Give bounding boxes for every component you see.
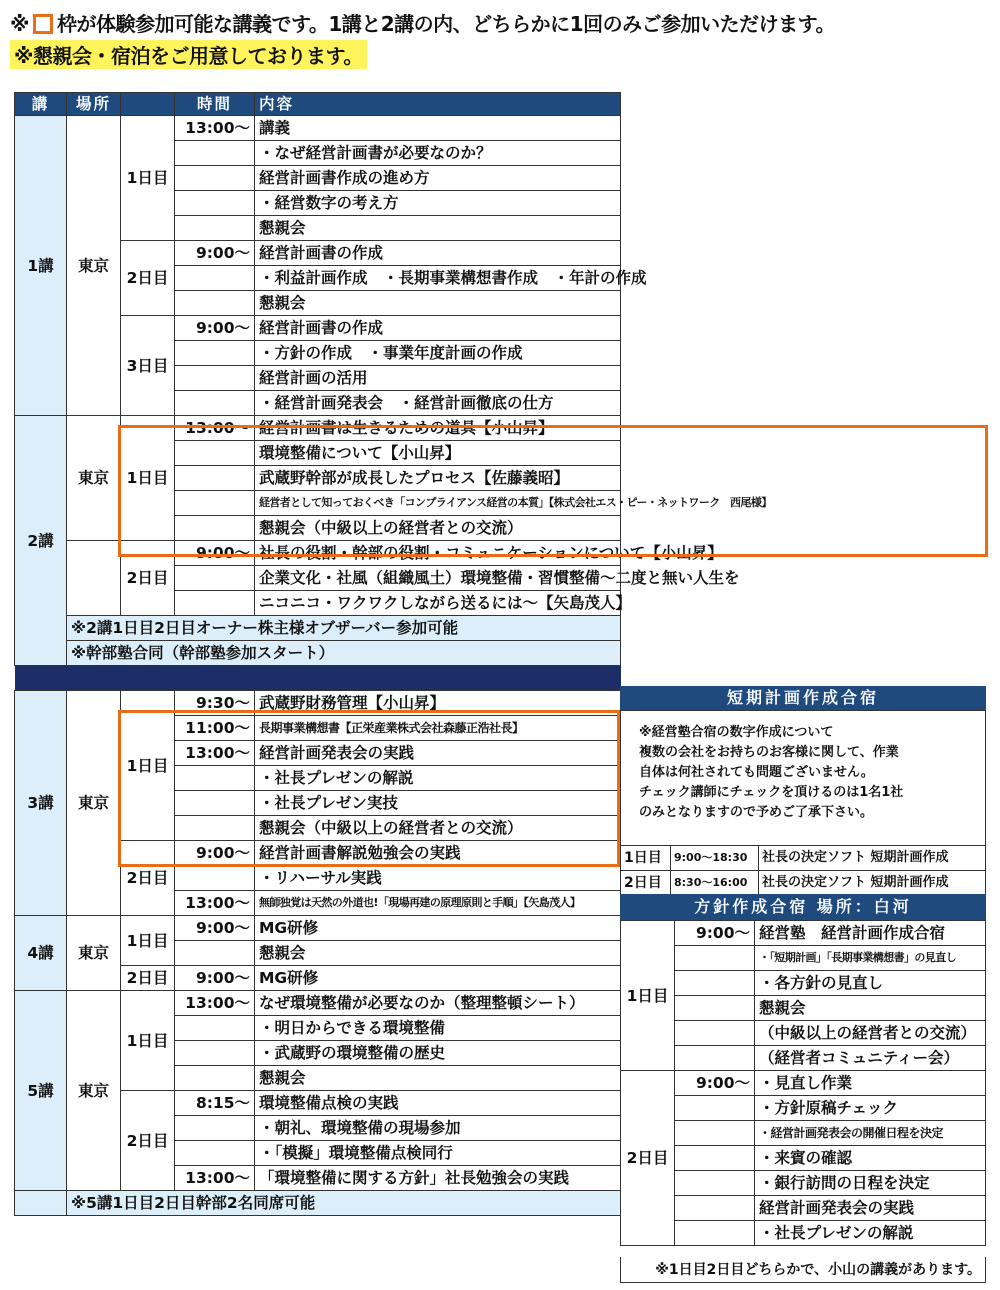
content-cell: ・経営計画発表会 ・経営計画徹底の仕方 [255,391,621,416]
table-row [15,916,621,941]
lecture-3-label: 3講 [15,691,67,916]
content-cell: ・武蔵野の環境整備の歴史 [255,1041,621,1066]
day-label: 1日目 [121,991,175,1091]
content-cell: なぜ環境整備が必要なのか（整理整頓シート） [255,991,621,1016]
time-cell: 13:00〜 [175,891,255,916]
lecture-1-place: 東京 [67,116,121,416]
header-time: 時間 [175,93,255,116]
table-row [621,1096,986,1121]
content-cell: ・来賓の確認 [755,1146,986,1171]
content-cell: 長期事業構想書【正栄産業株式会社森藤正浩社長】 [255,716,621,741]
note-row [15,616,621,641]
time-cell: 9:00〜 [175,841,255,866]
content-cell: ・各方針の見直し [755,971,986,996]
table-row [621,1146,986,1171]
content-cell: ・社長プレゼンの解説 [255,766,621,791]
time-cell: 9:00〜 [175,966,255,991]
table-row [621,921,986,946]
table-row [621,1221,986,1246]
content-cell: ・明日からできる環境整備 [255,1016,621,1041]
content-cell: 懇親会（中級以上の経営者との交流） [255,816,621,841]
table-row [621,1071,986,1096]
table-row [621,996,986,1021]
content-cell: 社長の決定ソフト 短期計画作成 [759,846,986,871]
policy-camp-footer: ※1日目2日目どちらかで、小山の講義があります。 [620,1257,986,1283]
day-label: 2日目 [121,966,175,991]
day-label: 1日目 [621,846,671,871]
content-cell: 無師独覚は天然の外道也!「現場再建の原理原則と手順」【矢島茂人】 [255,891,621,916]
note-line: チェック講師にチェックを頂けるのは1名1社 [639,785,904,800]
content-cell: 懇親会（中級以上の経営者との交流） [255,516,621,541]
content-cell: ・経営数字の考え方 [255,191,621,216]
day-label: 2日目 [621,871,671,896]
table-row [621,1021,986,1046]
note-row [15,641,621,666]
table-row [621,871,986,896]
table-row [621,971,986,996]
day-label: 2日目 [121,841,175,916]
notice-prefix: ※ [10,12,29,36]
day-label: 1日目 [121,916,175,966]
note-text: ※5講1日目2日目幹部2名同席可能 [67,1191,621,1216]
content-cell: 経営計画の活用 [255,366,621,391]
content-cell: ・リハーサル実践 [255,866,621,891]
short-camp-title: 短期計画作成合宿 [620,686,986,710]
note-row [15,1191,621,1216]
note-text: ※幹部塾合同（幹部塾参加スタート） [67,641,621,666]
content-cell: 経営者として知っておくべき「コンプライアンス経営の本質」【株式会社エス・ピー・ネットワーク 西尾様】 [259,496,772,509]
day-label: 2日目 [121,1091,175,1191]
content-cell: ・なぜ経営計画書が必要なのか？ [255,141,621,166]
table-row [15,116,621,141]
time-cell: 9:00〜 [675,921,755,946]
content-cell: 経営計画書作成の進め方 [255,166,621,191]
content-cell: ・朝礼、環境整備の現場参加 [255,1116,621,1141]
content-cell: 懇親会 [255,941,621,966]
lecture-4-label: 4講 [15,916,67,991]
table-row [15,991,621,1016]
content-cell: ・社長プレゼン実技 [255,791,621,816]
content-cell: 環境整備点検の実践 [255,1091,621,1116]
content-cell: 経営計画書の作成 [255,316,621,341]
time-cell: 9:00〜 [175,916,255,941]
time-cell: 9:30〜 [175,691,255,716]
content-cell: 企業文化・社風（組織風土）環境整備・習慣整備〜二度と無い人生を [255,566,621,591]
day-label: 3日目 [121,316,175,416]
content-cell: 経営計画書は生きるための道具【小山昇】 [255,416,621,441]
time-cell: 13:00〜 [175,741,255,766]
lecture-2-label: 2講 [15,416,67,666]
content-cell: ・見直し作業 [755,1071,986,1096]
content-cell: ・経営計画発表会の開催日程を決定 [755,1121,986,1146]
table-row [621,946,986,971]
note-line: のみとなりますので予めご了承下さい。 [639,805,874,820]
day-label: 2日目 [121,241,175,316]
orange-box-icon [33,14,53,34]
day-label: 1日目 [121,691,175,841]
policy-camp-title: 方針作成合宿 場所：白河 [620,894,986,920]
section-bar [15,666,621,691]
lecture-2-place: 東京 [67,416,121,541]
content-cell: 講義 [255,116,621,141]
short-camp-note [620,710,986,845]
note-line: ※経営塾合宿の数字作成について [639,725,834,740]
time-cell: 9:00〜 [675,1071,755,1096]
time-cell: 11:00〜 [175,716,255,741]
content-cell: 経営計画書の作成 [255,241,621,266]
day-label: 2日目 [621,1071,675,1246]
policy-camp-table [620,920,986,1246]
content-cell: 懇親会 [255,1066,621,1091]
content-cell: 社長の決定ソフト 短期計画作成 [759,871,986,896]
note-line: 自体は何社されても問題ございません。 [639,765,874,780]
content-cell: ・利益計画作成 ・長期事業構想書作成 ・年計の作成 [255,266,621,291]
content-cell: 社長の役割・幹部の役割・コミュニケーションについて【小山昇】 [255,541,621,566]
content-cell: 経営塾 経営計画作成合宿 [755,921,986,946]
header-content: 内容 [255,93,621,116]
content-cell: 「環境整備に関する方針」社長勉強会の実践 [255,1166,621,1191]
content-cell: ・「短期計画」「長期事業構想書」の見直し [755,946,986,971]
table-row [15,691,621,716]
content-cell: ・社長プレゼンの解説 [755,1221,986,1246]
table-row [621,1171,986,1196]
time-cell: 9:00〜 [175,316,255,341]
table-row [621,846,986,871]
time-cell: 13:00〜 [175,991,255,1016]
table-row [15,416,621,441]
content-cell: ニコニコ・ワクワクしながら送るには〜【矢島茂人】 [255,591,621,616]
notice-party-lodging: ※懇親会・宿泊をご用意しております。 [10,40,367,69]
table-row [15,541,621,566]
content-cell: 懇親会 [255,216,621,241]
content-cell: ・「模擬」環境整備点検同行 [255,1141,621,1166]
lecture-5-place: 東京 [67,991,121,1191]
header-lecture: 講 [15,93,67,116]
notice-trial-info [10,8,835,37]
time-cell: 13:00〜 [175,416,255,441]
day-label: 1日目 [121,116,175,241]
lecture-4-place: 東京 [67,916,121,991]
note-text: ※2講1日目2日目オーナー株主様オブザーバー参加可能 [67,616,621,641]
table-header [15,93,621,116]
lecture-3-place: 東京 [67,691,121,916]
content-cell: ・方針原稿チェック [755,1096,986,1121]
time-cell: 9:00〜18:30 [671,846,759,871]
lecture-5-label: 5講 [15,991,67,1191]
time-cell: 9:00〜 [175,241,255,266]
note-line: 複数の会社をお持ちのお客様に関して、作業 [639,745,899,760]
content-cell: ・方針の作成 ・事業年度計画の作成 [255,341,621,366]
table-row [621,1196,986,1221]
content-cell: 経営計画発表会の実践 [755,1196,986,1221]
notice-text: 枠が体験参加可能な講義です。1講と2講の内、どちらかに1回のみご参加いただけます。 [56,12,836,36]
content-cell: 経営計画発表会の実践 [255,741,621,766]
content-cell: MG研修 [255,966,621,991]
content-cell: 経営計画書解説勉強会の実践 [255,841,621,866]
time-cell: 9:00〜 [175,541,255,566]
content-cell: 環境整備について【小山昇】 [255,441,621,466]
content-cell: 懇親会 [755,996,986,1021]
time-cell: 8:15〜 [175,1091,255,1116]
time-cell: 8:30〜16:00 [671,871,759,896]
day-label: 1日目 [121,416,175,541]
content-cell: 懇親会 [255,291,621,316]
time-cell: 13:00〜 [175,1166,255,1191]
table-row [621,1121,986,1146]
content-cell: 武蔵野幹部が成長したプロセス【佐藤義昭】 [255,466,621,491]
short-camp-table [620,845,986,896]
header-place: 場所 [67,93,121,116]
lecture-1-label: 1講 [15,116,67,416]
day-label: 1日目 [621,921,675,1071]
content-cell: ・銀行訪問の日程を決定 [755,1171,986,1196]
content-cell: （経営者コミュニティー会） [755,1046,986,1071]
time-cell: 13:00〜 [175,116,255,141]
content-cell: 武蔵野財務管理【小山昇】 [255,691,621,716]
day-label: 2日目 [121,541,175,616]
table-row [621,1046,986,1071]
content-cell: （中級以上の経営者との交流） [755,1021,986,1046]
content-cell: MG研修 [255,916,621,941]
